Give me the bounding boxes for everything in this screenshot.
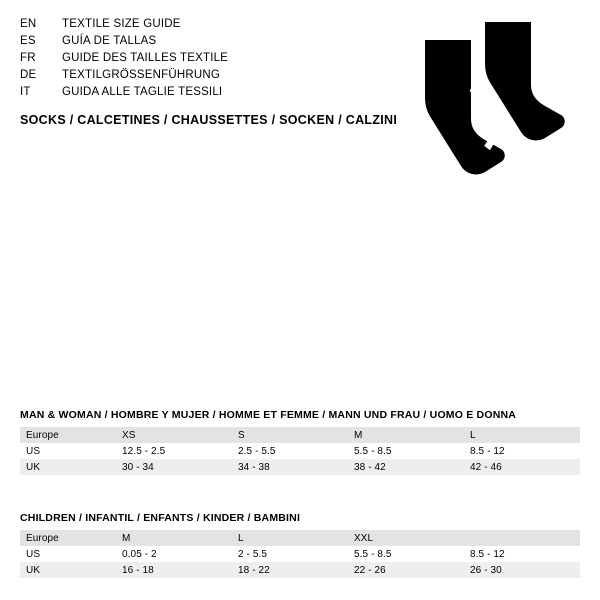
adult-size-table-section <box>20 409 580 475</box>
language-row <box>20 67 380 84</box>
language-code: ES <box>20 35 36 47</box>
language-code: EN <box>20 18 37 30</box>
adult-table-caption: MAN & WOMAN / HOMBRE Y MUJER / HOMME ET FEMME / MANN UND FRAU / UOMO E DONNA <box>20 409 517 421</box>
column-header: Europe <box>20 427 116 443</box>
socks-pair-icon <box>405 22 565 177</box>
table-cell: 2.5 - 5.5 <box>232 443 348 459</box>
table-cell: 26 - 30 <box>464 562 580 578</box>
language-code: DE <box>20 69 37 81</box>
language-row <box>20 84 380 101</box>
language-title: GUIDA ALLE TAGLIE TESSILI <box>62 86 223 98</box>
language-title: GUIDE DES TAILLES TEXTILE <box>62 52 229 64</box>
language-code: IT <box>20 86 31 98</box>
language-list <box>20 16 380 101</box>
table-cell: 38 - 42 <box>348 459 464 475</box>
table-cell: 22 - 26 <box>348 562 464 578</box>
table-cell: 12.5 - 2.5 <box>116 443 232 459</box>
language-row <box>20 16 380 33</box>
table-cell: 5.5 - 8.5 <box>348 443 464 459</box>
column-header: XXL <box>348 530 464 546</box>
language-title: GUÍA DE TALLAS <box>62 35 157 47</box>
table-cell: 8.5 - 12 <box>464 546 580 562</box>
column-header: XS <box>116 427 232 443</box>
row-label: US <box>20 443 116 459</box>
column-header: Europe <box>20 530 116 546</box>
table-row <box>20 427 580 443</box>
row-label: UK <box>20 562 116 578</box>
column-header <box>464 530 580 546</box>
table-row <box>20 443 580 459</box>
table-row <box>20 562 580 578</box>
column-header: L <box>464 427 580 443</box>
table-cell: 8.5 - 12 <box>464 443 580 459</box>
table-row <box>20 530 580 546</box>
table-cell: 2 - 5.5 <box>232 546 348 562</box>
table-cell: 34 - 38 <box>232 459 348 475</box>
table-cell: 30 - 34 <box>116 459 232 475</box>
language-row <box>20 50 380 67</box>
adult-size-table <box>20 427 580 475</box>
language-code: FR <box>20 52 36 64</box>
column-header: S <box>232 427 348 443</box>
table-cell: 0.05 - 2 <box>116 546 232 562</box>
table-row <box>20 459 580 475</box>
children-size-table <box>20 530 580 578</box>
table-cell: 18 - 22 <box>232 562 348 578</box>
column-header: M <box>348 427 464 443</box>
row-label: UK <box>20 459 116 475</box>
product-title: SOCKS / CALCETINES / CHAUSSETTES / SOCKEN / CALZINI <box>20 113 398 127</box>
children-table-caption: CHILDREN / INFANTIL / ENFANTS / KINDER / BAMBINI <box>20 512 301 524</box>
table-row <box>20 546 580 562</box>
table-cell: 42 - 46 <box>464 459 580 475</box>
column-header: M <box>116 530 232 546</box>
row-label: US <box>20 546 116 562</box>
column-header: L <box>232 530 348 546</box>
language-title: TEXTILGRÖSSENFÜHRUNG <box>62 69 220 81</box>
language-row <box>20 33 380 50</box>
language-title: TEXTILE SIZE GUIDE <box>62 18 181 30</box>
table-cell: 16 - 18 <box>116 562 232 578</box>
children-size-table-section <box>20 512 580 578</box>
table-cell: 5.5 - 8.5 <box>348 546 464 562</box>
